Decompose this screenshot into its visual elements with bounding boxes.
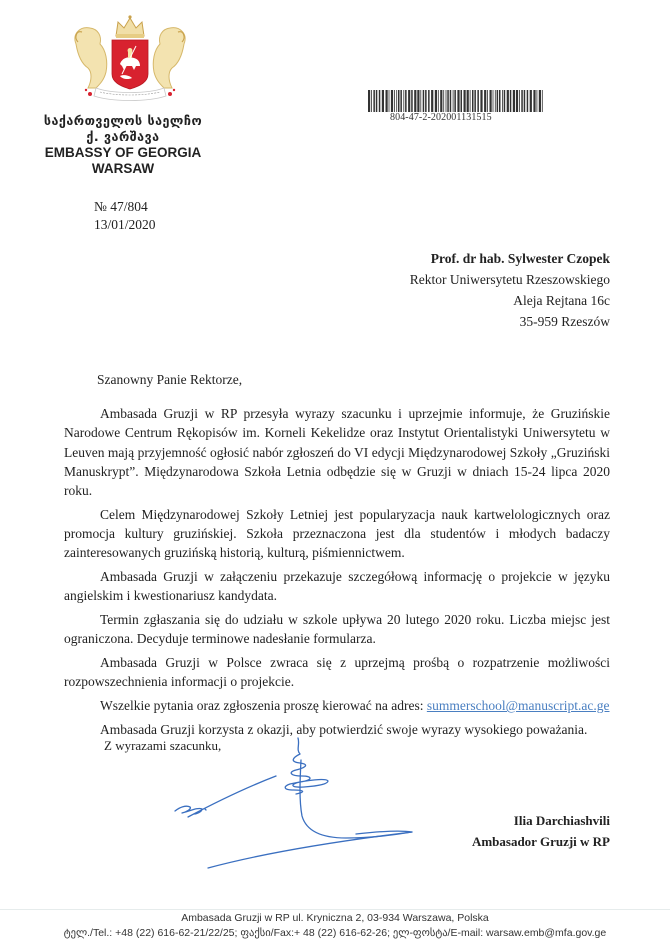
barcode-bar — [373, 90, 375, 112]
barcode-bar — [493, 90, 494, 112]
barcode-bar — [537, 90, 538, 112]
contact-paragraph — [64, 696, 610, 715]
contact-email-link[interactable]: summerschool@manuscript.ac.ge — [426, 698, 610, 714]
barcode-bar — [524, 90, 526, 112]
barcode-bar — [379, 90, 381, 112]
barcode-bar — [521, 90, 523, 112]
barcode-bar — [467, 90, 469, 112]
letter-body — [64, 404, 610, 743]
barcode-bar — [408, 90, 410, 112]
reference-number: № 47/804 — [94, 199, 148, 214]
barcode-bar — [516, 90, 518, 112]
letterhead-english-line1: EMBASSY OF GEORGIA — [44, 145, 202, 160]
barcode-bar — [464, 90, 466, 112]
barcode-bar — [368, 90, 370, 112]
barcode-bar — [461, 90, 463, 112]
barcode-bar — [443, 90, 444, 112]
barcode-bar — [542, 90, 543, 112]
barcode-bar — [487, 90, 488, 112]
barcode-bar — [386, 90, 388, 112]
final-paragraph: Ambasada Gruzji korzysta z okazji, aby potwierdzić swoje wyrazy wysokiego poważania. — [100, 721, 588, 737]
barcode-icon — [368, 90, 544, 112]
footer-contact: ტელ./Tel.: +48 (22) 616-62-21/22/25; ფაქსი/Fax:+ 48 (22) 616-62-26; ელ-ფოსტა/E-mail: warsaw.emb@mfa.gov.ge — [63, 927, 607, 939]
letterhead-english-line2: WARSAW — [91, 161, 155, 176]
barcode-bar — [519, 90, 520, 112]
barcode-bar — [510, 90, 512, 112]
barcode-bar — [423, 90, 425, 112]
closing: Z wyrazami szacunku, — [104, 738, 222, 753]
barcode-bar — [389, 90, 390, 112]
barcode-bar — [431, 90, 433, 112]
footer-divider — [0, 909, 670, 910]
letterhead-georgian-line1: საქართველოს საელჩო — [43, 113, 203, 128]
letterhead-georgian-line2: ქ. ვარშავა — [86, 129, 160, 144]
letterhead — [18, 113, 228, 177]
barcode-bar — [391, 90, 393, 112]
barcode-bar — [425, 90, 427, 112]
barcode-bar — [539, 90, 541, 112]
barcode-bar — [396, 90, 397, 112]
barcode-bar — [530, 90, 532, 112]
barcode-bar — [394, 90, 395, 112]
body-paragraph: Termin zgłaszania się do udziału w szkole upływa 20 lutego 2020 roku. Liczba miejsc jest ograniczona. Decyduje terminowe nadesłanie formularza. — [64, 612, 610, 647]
barcode-bar — [527, 90, 529, 112]
body-paragraph: Ambasada Gruzji w załączeniu przekazuje szczegółową informację o projekcie w języku angielskim i kwestionariusz kandydata. — [64, 569, 610, 604]
barcode-bar — [382, 90, 384, 112]
barcode-bar — [440, 90, 442, 112]
salutation: Szanowny Panie Rektorze, — [97, 372, 243, 387]
recipient-name: Prof. dr hab. Sylwester Czopek — [430, 251, 610, 266]
barcode-bar — [454, 90, 456, 112]
barcode-bar — [398, 90, 400, 112]
barcode-bar — [403, 90, 404, 112]
barcode-bar — [405, 90, 407, 112]
recipient-block — [410, 248, 610, 332]
barcode-bar — [411, 90, 413, 112]
barcode-bar — [472, 90, 474, 112]
barcode-bar — [502, 90, 503, 112]
barcode-bar — [428, 90, 430, 112]
body-paragraph: Celem Międzynarodowej Szkoły Letniej jest popularyzacja nauk kartwelologicznych oraz promocja kultury gruzińskiej. Szkoła przeznaczona jest dla studentów i młodych badaczy zainteresowanych gruzińską historią, kulturą, piśmiennictwem. — [64, 506, 610, 561]
body-paragraph: Ambasada Gruzji w Polsce zwraca się z uprzejmą prośbą o rozpatrzenie możliwości rozpowszechnienia informacji o projekcie. — [64, 655, 610, 690]
signer-title: Ambasador Gruzji w RP — [471, 834, 610, 849]
barcode-bar — [371, 90, 372, 112]
signature-icon — [150, 730, 450, 880]
barcode-number: 804-47-2-202001131515 — [390, 112, 492, 123]
barcode-bar — [414, 90, 416, 112]
barcode-bar — [504, 90, 506, 112]
reference-date: 13/01/2020 — [94, 217, 156, 232]
barcode-bar — [417, 90, 419, 112]
contact-prefix: Wszelkie pytania oraz zgłoszenia proszę kierować na adres: — [100, 698, 427, 714]
barcode-bar — [438, 90, 439, 112]
barcode-bar — [490, 90, 492, 112]
barcode-bar — [533, 90, 535, 112]
coat-of-arms-icon — [66, 14, 194, 106]
barcode-bar — [435, 90, 437, 112]
signer-name: Ilia Darchiashvili — [513, 813, 610, 828]
barcode-bar — [447, 90, 449, 112]
body-paragraph: Ambasada Gruzji w RP przesyła wyrazy szacunku i uprzejmie informuje, że Gruzińskie Narodowe Centrum Rękopisów im. Korneli Kekelidze oraz Instytut Orientalistyki Uniwersytetu w Leuven mają przyjemność ogłosić nabór zgłoszeń do VI edycji Międzynarodowej Szkoły „Gruziński Manuskrypt”. Międzynarodowa Szkoła Letnia odbędzie się w Gruzji w dniach 15-24 lipca 2020 roku. — [64, 406, 610, 499]
barcode-bar — [420, 90, 421, 112]
recipient-street: Aleja Rejtana 16c — [513, 293, 610, 308]
barcode-bar — [376, 90, 378, 112]
barcode-bar — [474, 90, 476, 112]
barcode-bar — [457, 90, 459, 112]
barcode-bar — [484, 90, 486, 112]
barcode-bar — [446, 90, 447, 112]
barcode-bar — [450, 90, 452, 112]
recipient-title: Rektor Uniwersytetu Rzeszowskiego — [409, 272, 610, 287]
signer-block — [472, 810, 610, 852]
barcode-bar — [480, 90, 482, 112]
recipient-city: 35-959 Rzeszów — [519, 314, 610, 329]
barcode-bar — [497, 90, 499, 112]
barcode-bar — [477, 90, 479, 112]
barcode-bar — [499, 90, 501, 112]
barcode-bar — [513, 90, 515, 112]
barcode-bar — [453, 90, 454, 112]
barcode-bar — [495, 90, 496, 112]
barcode-bar — [400, 90, 402, 112]
barcode-bar — [470, 90, 471, 112]
footer-address: Ambasada Gruzji w RP ul. Kryniczna 2, 03-934 Warszawa, Polska — [181, 912, 489, 924]
barcode-bar — [507, 90, 509, 112]
